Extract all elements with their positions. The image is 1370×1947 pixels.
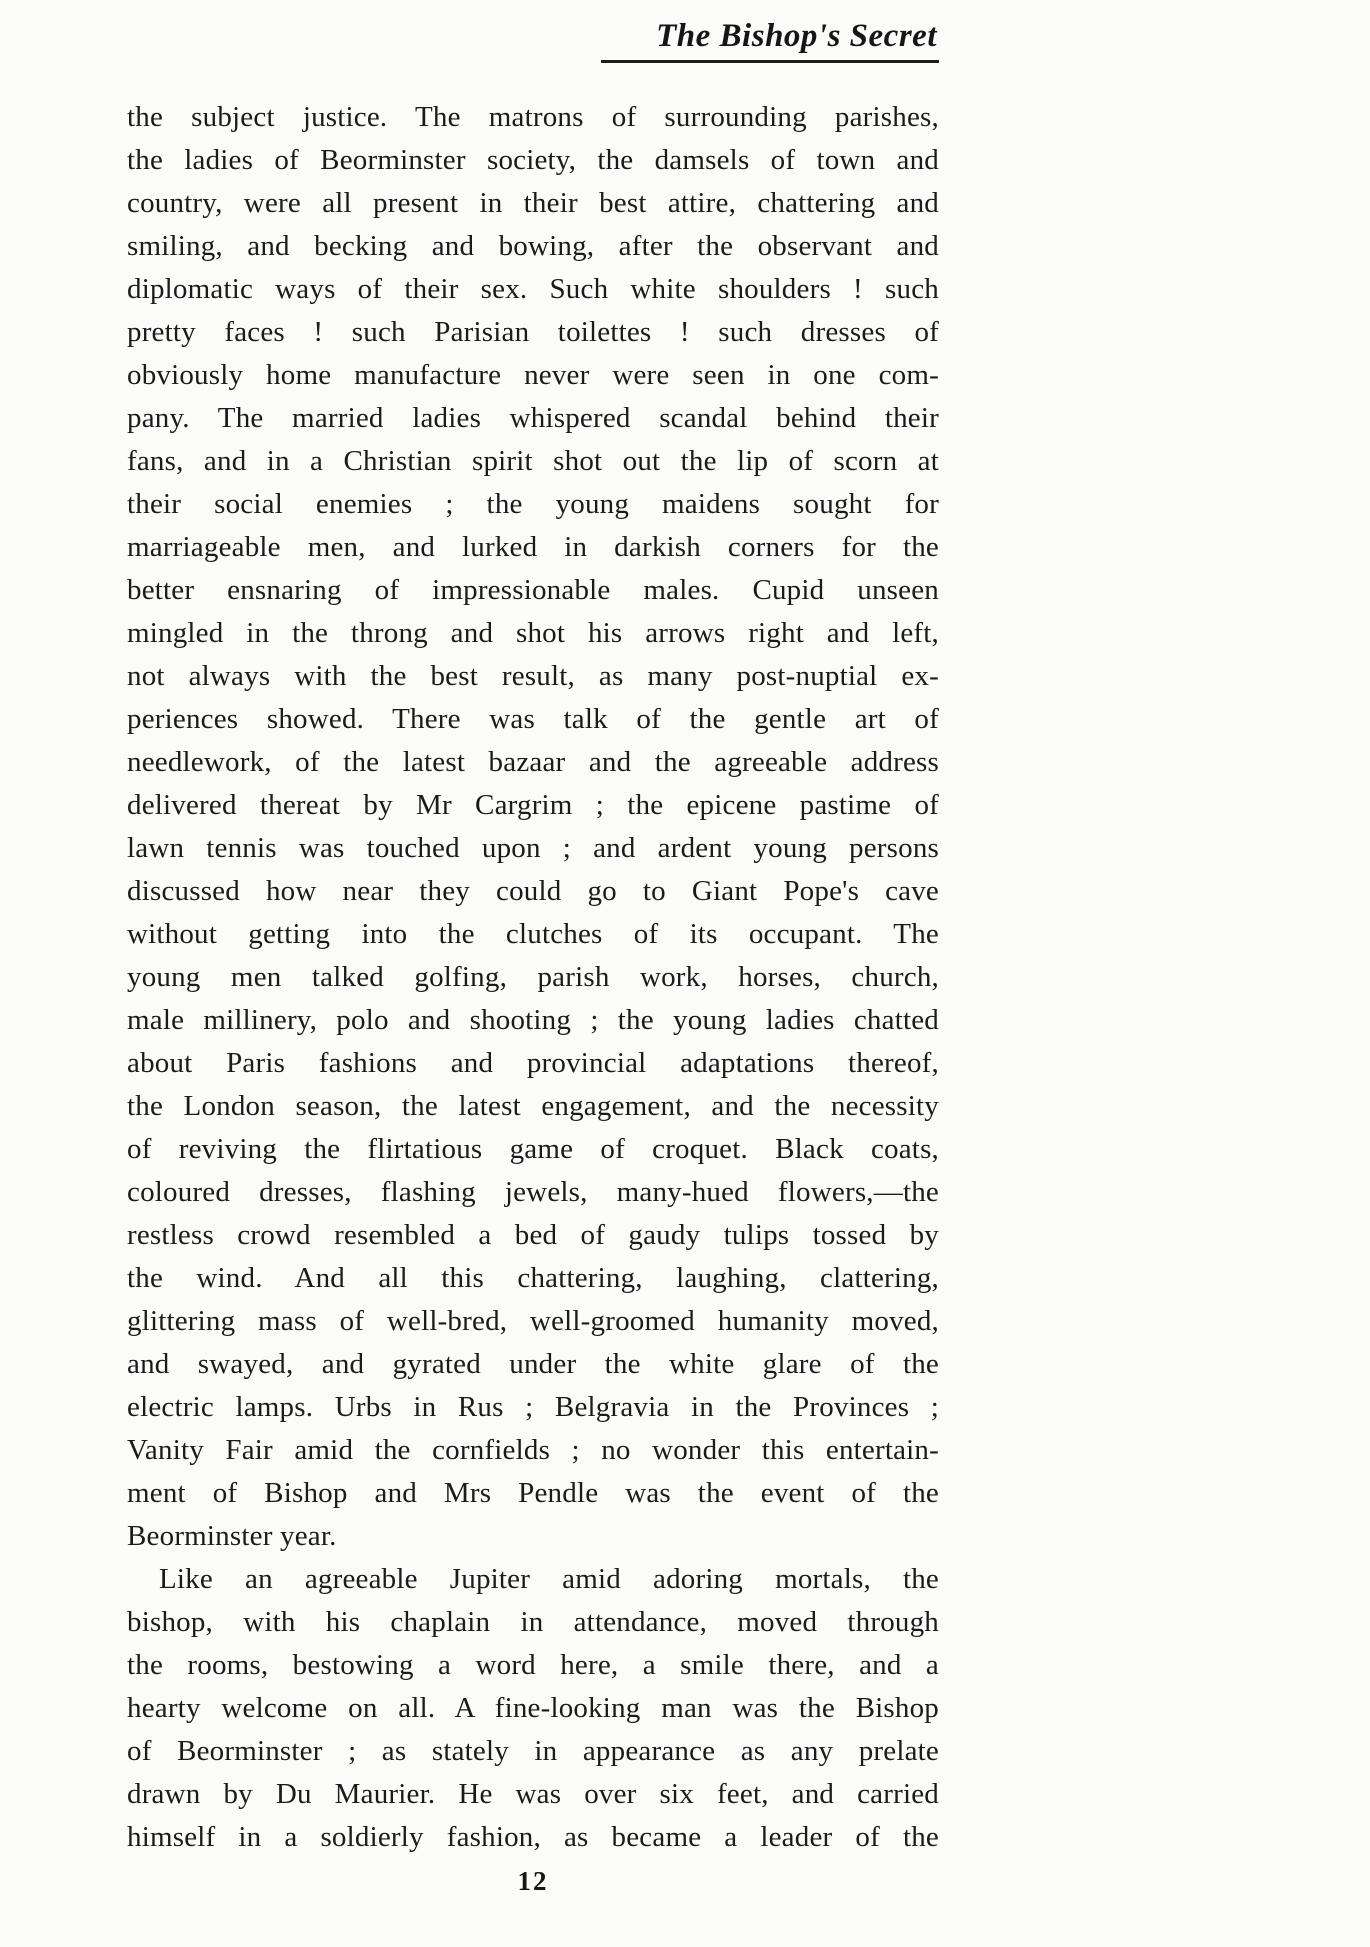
text-line: the wind. And all this chattering, laughing, clattering, — [127, 1262, 939, 1294]
text-line: Beorminster year. — [127, 1520, 337, 1552]
paragraph — [127, 96, 939, 1558]
text-line: better ensnaring of impressionable males. Cupid unseen — [127, 574, 939, 606]
text-line: restless crowd resembled a bed of gaudy tulips tossed by — [127, 1219, 939, 1251]
text-line: obviously home manufacture never were seen in one com- — [127, 359, 939, 391]
text-line: mingled in the throng and shot his arrows right and left, — [127, 617, 939, 649]
text-line: needlework, of the latest bazaar and the agreeable address — [127, 746, 939, 778]
text-line: lawn tennis was touched upon ; and ardent young persons — [127, 832, 939, 864]
text-line: himself in a soldierly fashion, as became a leader of the — [127, 1821, 939, 1853]
page-number: 12 — [517, 1866, 549, 1896]
text-line: country, were all present in their best attire, chattering and — [127, 187, 939, 219]
text-line: delivered thereat by Mr Cargrim ; the epicene pastime of — [127, 789, 939, 821]
text-line: the ladies of Beorminster society, the damsels of town and — [127, 144, 939, 176]
text-line: their social enemies ; the young maidens sought for — [127, 488, 939, 520]
text-line: electric lamps. Urbs in Rus ; Belgravia in the Provinces ; — [127, 1391, 939, 1423]
paragraph — [127, 1558, 939, 1859]
text-line: the rooms, bestowing a word here, a smile there, and a — [127, 1649, 939, 1681]
text-line: Like an agreeable Jupiter amid adoring mortals, the — [159, 1563, 939, 1595]
text-line: male millinery, polo and shooting ; the young ladies chatted — [127, 1004, 939, 1036]
text-line: pretty faces ! such Parisian toilettes ! such dresses of — [127, 316, 939, 348]
text-line: marriageable men, and lurked in darkish corners for the — [127, 531, 939, 563]
text-line: diplomatic ways of their sex. Such white shoulders ! such — [127, 273, 939, 305]
body-text — [127, 96, 939, 1859]
text-line: ment of Bishop and Mrs Pendle was the event of the — [127, 1477, 939, 1509]
running-title: The Bishop's Secret — [656, 18, 937, 54]
text-line: glittering mass of well-bred, well-groomed humanity moved, — [127, 1305, 939, 1337]
text-line: the London season, the latest engagement, and the necessity — [127, 1090, 939, 1122]
text-line: periences showed. There was talk of the gentle art of — [127, 703, 939, 735]
text-line: hearty welcome on all. A fine-looking man was the Bishop — [127, 1692, 939, 1724]
text-line: Vanity Fair amid the cornfields ; no wonder this entertain- — [127, 1434, 939, 1466]
text-line: of reviving the flirtatious game of croquet. Black coats, — [127, 1133, 939, 1165]
text-line: drawn by Du Maurier. He was over six feet, and carried — [127, 1778, 939, 1810]
text-line: coloured dresses, flashing jewels, many-hued flowers,—the — [127, 1176, 939, 1208]
text-line: about Paris fashions and provincial adaptations thereof, — [127, 1047, 939, 1079]
text-line: without getting into the clutches of its occupant. The — [127, 918, 939, 950]
text-line: and swayed, and gyrated under the white glare of the — [127, 1348, 939, 1380]
text-line: the subject justice. The matrons of surrounding parishes, — [127, 101, 939, 133]
page-header — [127, 18, 939, 63]
header-rule — [601, 60, 939, 63]
text-line: discussed how near they could go to Giant Pope's cave — [127, 875, 939, 907]
text-line: pany. The married ladies whispered scandal behind their — [127, 402, 939, 434]
text-line: of Beorminster ; as stately in appearance as any prelate — [127, 1735, 939, 1767]
text-line: young men talked golfing, parish work, horses, church, — [127, 961, 939, 993]
page-footer — [127, 1866, 939, 1897]
text-line: smiling, and becking and bowing, after the observant and — [127, 230, 939, 262]
text-line: fans, and in a Christian spirit shot out the lip of scorn at — [127, 445, 939, 477]
text-line: not always with the best result, as many post-nuptial ex- — [127, 660, 939, 692]
text-line: bishop, with his chaplain in attendance, moved through — [127, 1606, 939, 1638]
